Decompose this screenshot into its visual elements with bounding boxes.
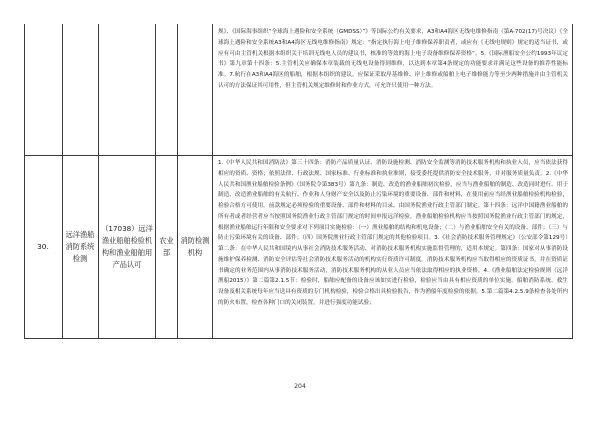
department-text: 农业部: [159, 236, 174, 257]
table-border-bottom: [24, 338, 573, 339]
table-border-right: [572, 24, 573, 338]
col-divider-approval: [155, 24, 156, 338]
service-name-text: 消防检测机构: [180, 236, 210, 257]
col-divider-item: [98, 24, 99, 338]
continuation-basis-text: 规》、《国际海事组织“全球海上遇险和安全系统（GMDSS）”》等国际公约有关要求，A3和A4海区无线电维修指南（第A·702(17)号决议）《全球海上遇险和安全系统A3和A4海区无线电维修指南》规定：“指定执行海上电子维修保养职责者，或应有《无线电规则》规定的适当证书，或应有可由主管机关根据本组织关于培训无线电人员的建议书，核准的等效的海上电子设备维修保养资格”。5.《国际渔船安全公约1993年议定书》第九章第十四条：5.主管机关应确保本章装载的无线电设备得到维修，以达到本章第4条规定的功能要求并满足这些设备的推荐性能标准。7.航行在A3和A4海区的船舶，根据本组织的建议，应保证采取岸基维修、岸上维修或船舶上电子维修能力等至少两种措施并由主管机关认可的方法保证其可用性，但主管机关规定维修时和作业方式，可允许只使用一种方法。: [218, 29, 568, 89]
service-name: [180, 156, 210, 338]
department: [158, 156, 175, 338]
page-number: 204: [294, 383, 306, 390]
basis-text: 1.《中华人民共和国消防法》第三十四条：消防产品质量认证、消防设施检测、消防安全监测等消防技术服务机构和执业人员，应当依法获得相应的资质、资格；依照法律、行政法规、国家标准、行业标准和执业准则，接受委托提供消防安全技术服务，并对服务质量负责。2.《中华人民共和国渔业船舶检验条例》（国务院令第383号）第九条：制造、改造的渔业船舶初次检验，应当与渔业船舶的制造、改造同时进行。用于制造、改造渔业船舶的有关航行、作业和人身财产安全以及防止污染环境的重要设备、部件和材料，在使用前应当经渔业船舶检验机构检验，检验合格方可使用。前款规定必须检验的重要设备、部件和材料的目录，由国务院渔业行政主管部门制定。第十四条：远洋中国籍渔业船舶的所有者或者经营者应当按照国务院渔业行政主管部门规定的时间申报远洋检验，渔业船舶检验机构应当按照国务院渔业行政主管部门的规定，根据渔业船舶运行年限和安全要求对下列项目实施检验：（一）渔业船舶的结构和机电设备；（二）与渔业船舶安全有关的设备、部件；（三）与防止污染环境有关的设备、部件；（四）国务院渔业行政主管部门规定的其他检验项目。3.《社会消防技术服务管理规定》（公安部令第129号）第二条：在中华人民共和国境内从事社会消防技术服务活动、对消防技术服务机构实施监督管理的，适用本规定。第四条：国家对从事消防设施维护保养检测、消防安全评估等社会消防技术服务活动的机构实行资质许可制度。消防技术服务机构应当取得相应的资质证书，并在资质证书确定的业务范围内从事消防技术服务活动，消防技术服务机构的从业人员应当依法取得相应的执业资格。4.《渔业船舶法定检验规则（远洋渔船2015）》第二篇第2.1.5节：检验时，船舶应配备的设备应该如实进行检验，检验应当由具有相应资质的单位实施。船舶消防系统、救生设备及相关系统每年应当送具有资质的专门机构检验，检验合格出具检验报告，作为渔船年度检验的依据。5.第二篇第4.2.5.9条检查各处所内的防火布置，检查各种门口的关闭装置，并进行强度功能试验；: [218, 160, 568, 306]
approval-item-text: （17038）远洋渔业船舶检验机构和渔业船舶用产品认可: [101, 224, 153, 269]
item-name-text: 远洋渔船消防系统检测: [65, 230, 95, 263]
col-divider-number: [62, 24, 63, 338]
row-number: 30.: [37, 242, 49, 251]
col-divider-department: [177, 24, 178, 338]
col-divider-service: [212, 24, 213, 338]
approval-item: [101, 156, 153, 338]
item-name: [64, 156, 96, 338]
